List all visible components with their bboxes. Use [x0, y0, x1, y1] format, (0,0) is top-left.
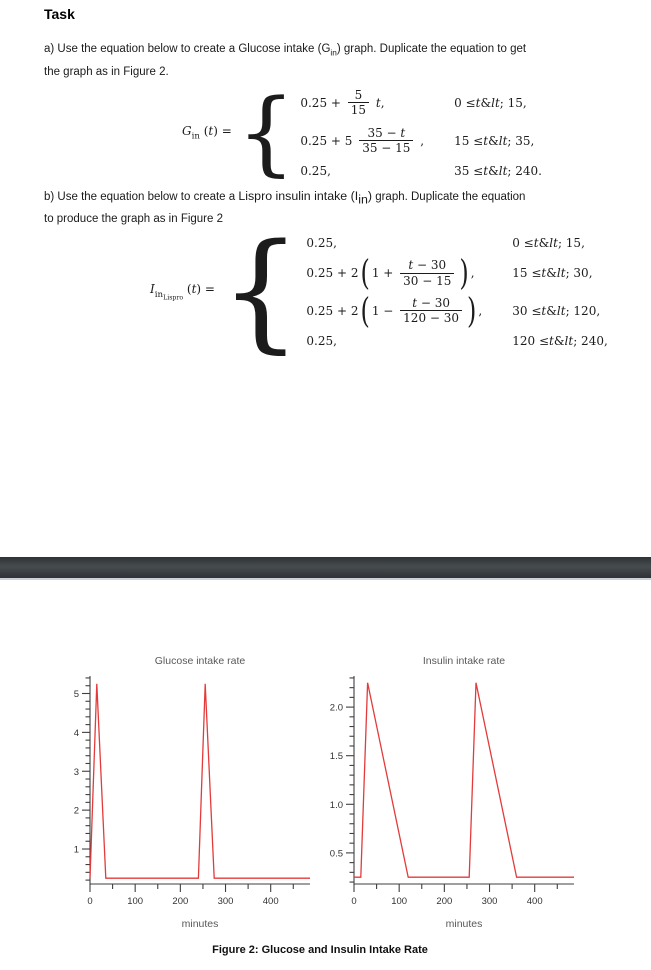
equation-condition: 0 ≤ t & lt ; 15,: [454, 95, 527, 110]
glucose-equation: [182, 78, 542, 186]
glucose-equation-lhs: $G_{in}$ (t) =: [182, 124, 232, 142]
svg-text:400: 400: [262, 896, 279, 907]
equation-expression: 0.25 + 5 $\frac{35 - t}{35 - 15}$ ,: [300, 125, 425, 156]
svg-text:100: 100: [127, 896, 144, 907]
insulin-equation: [150, 217, 608, 366]
svg-text:1.0: 1.0: [329, 799, 343, 811]
svg-text:2: 2: [73, 805, 79, 817]
svg-text:300: 300: [217, 896, 234, 907]
svg-text:400: 400: [526, 896, 543, 907]
svg-text:200: 200: [436, 896, 453, 907]
svg-text:minutes: minutes: [445, 918, 483, 930]
paragraph-a: a) Use the equation below to create a Glucose intake $(G_{in})$ graph. Duplicate the equation to get the graph as in Figure 2.: [44, 43, 527, 78]
equation-condition: 30 ≤ t & lt ; 120,: [512, 303, 601, 318]
glucose-equation-rows: [300, 84, 542, 182]
svg-text:minutes: minutes: [181, 918, 219, 930]
glucose-intake-chart: [54, 646, 316, 938]
figure-2: [54, 646, 580, 938]
svg-text:300: 300: [481, 896, 498, 907]
equation-expression: 0.25 + $\frac{5}{15}$ t,: [300, 88, 385, 118]
svg-text:2.0: 2.0: [329, 702, 343, 714]
equation-condition: 0 ≤ t & lt ; 15,: [512, 236, 585, 251]
svg-text:0: 0: [87, 896, 93, 907]
svg-text:0.5: 0.5: [329, 848, 343, 860]
svg-text:1.5: 1.5: [329, 751, 343, 763]
equation-expression: 0.25,: [306, 236, 337, 251]
svg-text:200: 200: [172, 896, 189, 907]
insulin-intake-chart: [318, 646, 580, 938]
equation-expression: 0.25,: [300, 163, 331, 178]
paragraph-b: b) Use the equation below to create a Lispro insulin intake $(I_{in})$ graph. Duplicate the equation to produce the graph as in Figure 2: [44, 189, 526, 225]
equation-condition: 15 ≤ t & lt ; 30,: [512, 266, 593, 281]
svg-text:3: 3: [73, 766, 79, 778]
svg-text:5: 5: [73, 688, 79, 700]
equation-condition: 120 ≤ t & lt ; 240,: [512, 333, 608, 348]
svg-text:100: 100: [391, 896, 408, 907]
page-title: Task: [44, 6, 75, 22]
equation-condition: 35 ≤ t & lt ; 240.: [454, 163, 542, 178]
insulin-equation-lhs: $I_{in_{Lispro}}$ (t) =: [150, 282, 215, 302]
svg-text:4: 4: [73, 727, 79, 739]
figure-caption: Figure 2: Glucose and Insulin Intake Rate: [212, 944, 428, 956]
equation-condition: 15 ≤ t & lt ; 35,: [454, 133, 535, 148]
svg-text:0: 0: [351, 896, 357, 907]
svg-text:1: 1: [73, 844, 79, 856]
insulin-equation-rows: [306, 232, 607, 352]
equation-expression: 0.25 + 2 ( 1 − $\frac{t - 30}{120 - 30}$ ) ,: [306, 290, 483, 332]
piecewise-brace: {: [219, 217, 302, 366]
piecewise-brace: {: [236, 78, 296, 186]
svg-text:Insulin intake rate: Insulin intake rate: [422, 655, 506, 667]
section-divider-bar: [0, 557, 651, 580]
equation-expression: 0.25,: [306, 333, 337, 348]
svg-text:Glucose intake rate: Glucose intake rate: [154, 655, 246, 667]
equation-expression: 0.25 + 2 ( 1 + $\frac{t - 30}{30 - 15}$ ) ,: [306, 252, 475, 294]
